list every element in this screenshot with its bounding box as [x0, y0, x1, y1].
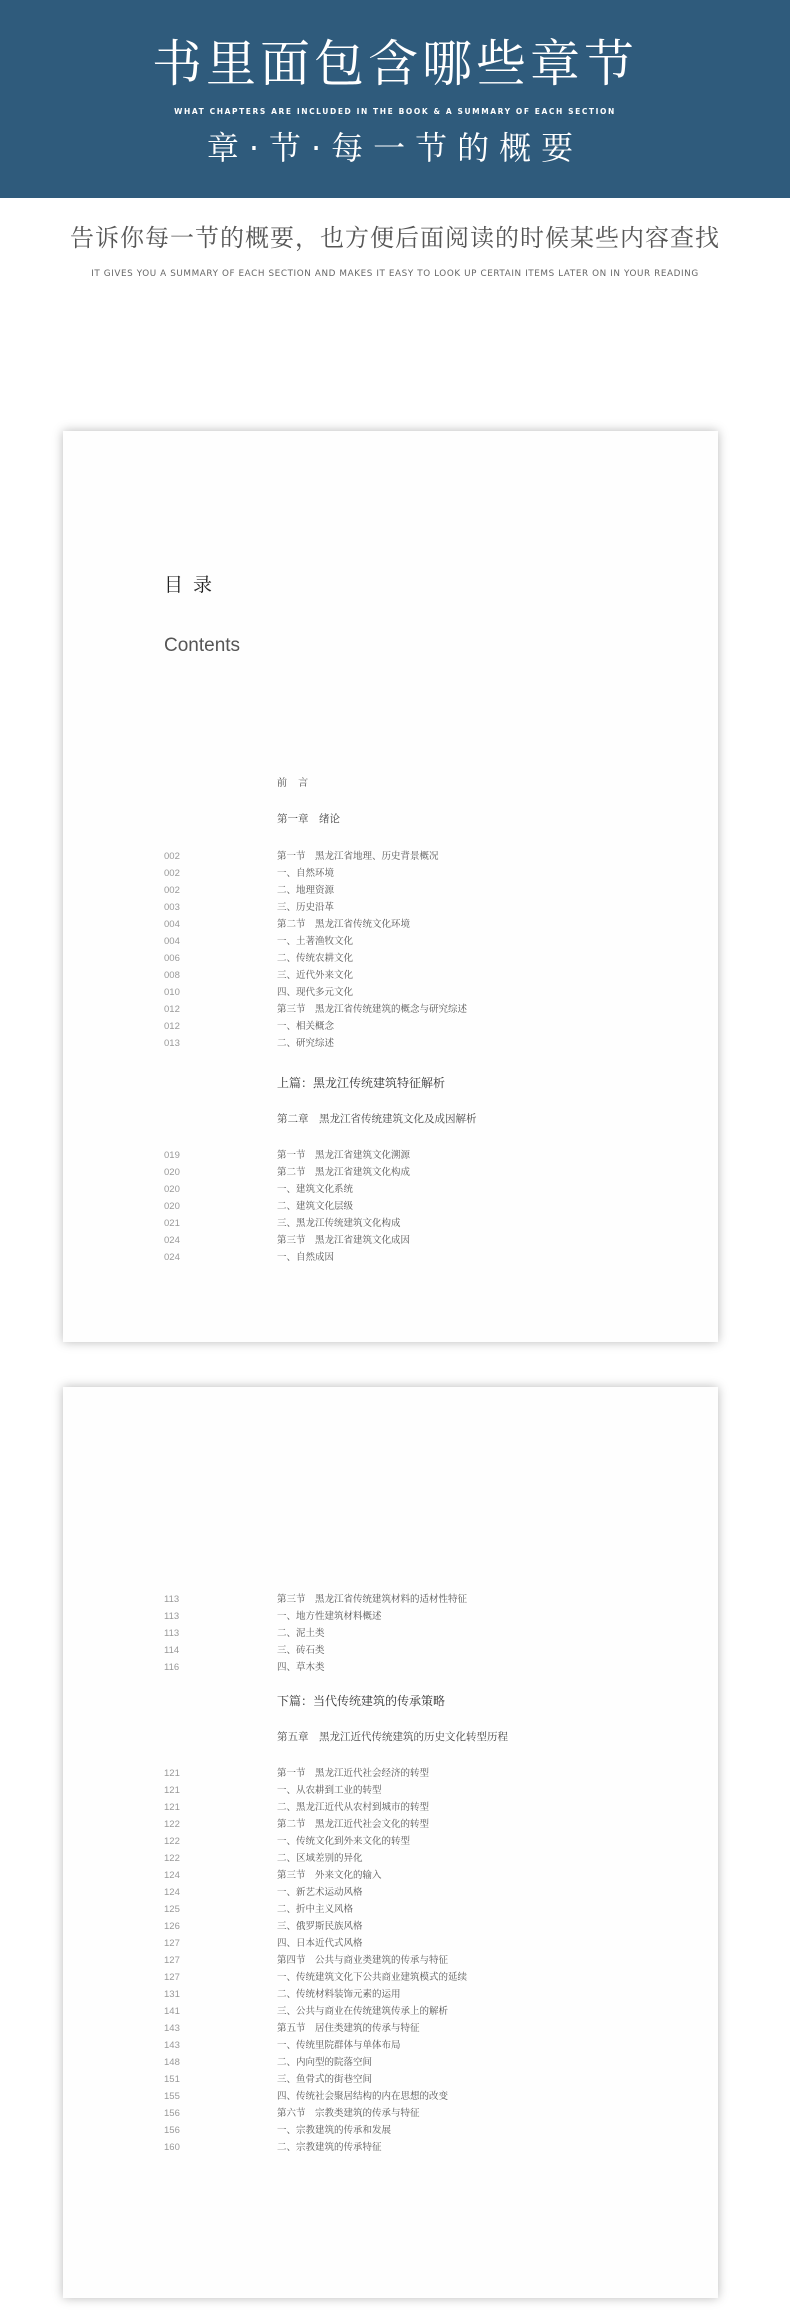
page-number: 124	[164, 1887, 180, 1898]
entry-label: 二、黑龙江近代从农村到城市的转型	[277, 1802, 430, 1813]
toc-entry-section	[63, 1001, 718, 1018]
entry-label: 第一章 绪论	[277, 813, 340, 825]
page-number: 012	[164, 1021, 180, 1032]
entry-label: 前 言	[277, 778, 313, 789]
intro-text-cn: 告诉你每一节的概要，也方便后面阅读的时候某些内容查找	[70, 224, 720, 252]
page-number: 155	[164, 2091, 180, 2102]
page-number: 002	[164, 885, 180, 896]
toc-entry-chapter	[63, 1111, 718, 1128]
toc-entry-item	[63, 882, 718, 899]
page-number: 121	[164, 1785, 180, 1796]
page-number: 013	[164, 1038, 180, 1049]
toc-entry-item	[63, 2003, 718, 2020]
header-banner	[0, 0, 790, 198]
page-number: 148	[164, 2057, 180, 2068]
entry-label: 第五章 黑龙江近代传统建筑的历史文化转型历程	[277, 1731, 508, 1743]
toc-entry-item	[63, 2088, 718, 2105]
entry-label: 二、传统农耕文化	[277, 953, 354, 964]
entry-label: 四、草木类	[277, 1662, 325, 1673]
entry-label: 二、地理资源	[277, 885, 335, 896]
entry-label: 一、传统建筑文化下公共商业建筑模式的延续	[277, 1972, 468, 1983]
toc-entry-preface	[63, 775, 718, 792]
page-number: 020	[164, 1184, 180, 1195]
entry-label: 第二节 黑龙江省传统文化环境	[277, 919, 411, 930]
page-number: 143	[164, 2023, 180, 2034]
toc-entry-item	[63, 2071, 718, 2088]
toc-entry-section	[63, 848, 718, 865]
entry-label: 第一节 黑龙江近代社会经济的转型	[277, 1768, 430, 1779]
toc-entry-item	[63, 933, 718, 950]
entry-label: 三、近代外来文化	[277, 970, 354, 981]
toc-entry-item	[63, 2054, 718, 2071]
toc-entry-item	[63, 1969, 718, 1986]
toc-title-cn: 目 录	[164, 574, 215, 596]
entry-label: 一、从农耕到工业的转型	[277, 1785, 382, 1796]
entry-label: 二、内向型的院落空间	[277, 2057, 373, 2068]
banner-subtitle-cn: 章·节·每一节的概要	[206, 129, 584, 167]
toc-entry-item	[63, 1850, 718, 1867]
entry-label: 二、折中主义风格	[277, 1904, 354, 1915]
page-number: 002	[164, 868, 180, 879]
toc-entry-item	[63, 1659, 718, 1676]
toc-entry-item	[63, 1198, 718, 1215]
entry-label: 第三节 外来文化的输入	[277, 1870, 382, 1881]
entry-label: 上篇：黑龙江传统建筑特征解析	[277, 1076, 446, 1090]
toc-entry-item	[63, 1035, 718, 1052]
toc-entry-section	[63, 2105, 718, 2122]
toc-entry-item	[63, 1181, 718, 1198]
page-number: 008	[164, 970, 180, 981]
entry-label: 四、现代多元文化	[277, 987, 354, 998]
page-number: 124	[164, 1870, 180, 1881]
page-number: 002	[164, 851, 180, 862]
entry-label: 第三节 黑龙江省传统建筑的概念与研究综述	[277, 1004, 468, 1015]
toc-entry-item	[63, 899, 718, 916]
page-number: 122	[164, 1836, 180, 1847]
entry-label: 一、自然环境	[277, 868, 335, 879]
entry-label: 二、区域差别的异化	[277, 1853, 363, 1864]
page-number: 006	[164, 953, 180, 964]
toc-entry-section	[63, 1232, 718, 1249]
toc-entry-section	[63, 1765, 718, 1782]
page-number: 121	[164, 1768, 180, 1779]
entry-label: 第五节 居住类建筑的传承与特征	[277, 2023, 420, 2034]
entry-label: 第六节 宗教类建筑的传承与特征	[277, 2108, 420, 2119]
page-number: 151	[164, 2074, 180, 2085]
entry-label: 三、砖石类	[277, 1645, 325, 1656]
entry-label: 三、鱼骨式的街巷空间	[277, 2074, 373, 2085]
toc-entry-section	[63, 1816, 718, 1833]
toc-entry-part	[63, 1693, 718, 1710]
page-number: 122	[164, 1819, 180, 1830]
page-number: 019	[164, 1150, 180, 1161]
toc-entry-item	[63, 1901, 718, 1918]
entry-label: 四、传统社会聚居结构的内在思想的改变	[277, 2091, 449, 2102]
toc-entry-item	[63, 950, 718, 967]
toc-entry-section	[63, 1147, 718, 1164]
page-number: 020	[164, 1201, 180, 1212]
toc-page-2	[63, 1387, 718, 2298]
page-number: 012	[164, 1004, 180, 1015]
entry-label: 第四节 公共与商业类建筑的传承与特征	[277, 1955, 449, 1966]
entry-label: 一、新艺术运动风格	[277, 1887, 363, 1898]
toc-entry-item	[63, 1608, 718, 1625]
toc-entry-item	[63, 2122, 718, 2139]
page-number: 122	[164, 1853, 180, 1864]
entry-label: 下篇：当代传统建筑的传承策略	[277, 1694, 446, 1708]
page-number: 131	[164, 1989, 180, 2000]
toc-page-1	[63, 431, 718, 1342]
entry-label: 三、公共与商业在传统建筑传承上的解析	[277, 2006, 449, 2017]
toc-entry-item	[63, 1642, 718, 1659]
toc-entry-section	[63, 1867, 718, 1884]
banner-title: 书里面包含哪些章节	[152, 35, 638, 93]
page-number: 114	[164, 1645, 180, 1656]
entry-label: 第三节 黑龙江省传统建筑材料的适材性特征	[277, 1594, 468, 1605]
entry-label: 三、黑龙江传统建筑文化构成	[277, 1218, 401, 1229]
page-number: 127	[164, 1955, 180, 1966]
toc-entry-section	[63, 1591, 718, 1608]
entry-label: 四、日本近代式风格	[277, 1938, 363, 1949]
entry-label: 一、相关概念	[277, 1021, 335, 1032]
toc-entry-chapter	[63, 1729, 718, 1746]
toc-entry-item	[63, 1884, 718, 1901]
entry-label: 第二节 黑龙江近代社会文化的转型	[277, 1819, 430, 1830]
page-number: 143	[164, 2040, 180, 2051]
page-number: 127	[164, 1972, 180, 1983]
toc-entry-item	[63, 1935, 718, 1952]
page-number: 024	[164, 1235, 180, 1246]
entry-label: 一、传统里院群体与单体布局	[277, 2040, 401, 2051]
entry-label: 第一节 黑龙江省建筑文化溯源	[277, 1150, 411, 1161]
toc-entry-item	[63, 1782, 718, 1799]
toc-entry-item	[63, 1986, 718, 2003]
entry-label: 二、传统材料装饰元素的运用	[277, 1989, 401, 2000]
entry-label: 第二章 黑龙江省传统建筑文化及成因解析	[277, 1113, 477, 1125]
toc-entry-section	[63, 916, 718, 933]
entry-label: 二、研究综述	[277, 1038, 335, 1049]
page-number: 156	[164, 2108, 180, 2119]
entry-label: 三、俄罗斯民族风格	[277, 1921, 363, 1932]
toc-entry-item	[63, 1833, 718, 1850]
entry-label: 一、建筑文化系统	[277, 1184, 354, 1195]
banner-subtitle-en: WHAT CHAPTERS ARE INCLUDED IN THE BOOK & A SUMMARY OF EACH SECTION	[174, 107, 616, 116]
toc-entry-item	[63, 1625, 718, 1642]
page-number: 127	[164, 1938, 180, 1949]
toc-entry-item	[63, 865, 718, 882]
toc-entry-item	[63, 984, 718, 1001]
page-number: 116	[164, 1662, 180, 1673]
page-number: 141	[164, 2006, 180, 2017]
entry-label: 第三节 黑龙江省建筑文化成因	[277, 1235, 411, 1246]
page-number: 156	[164, 2125, 180, 2136]
toc-entry-section	[63, 1952, 718, 1969]
entry-label: 二、泥土类	[277, 1628, 325, 1639]
toc-entry-section	[63, 1164, 718, 1181]
toc-entry-item	[63, 1918, 718, 1935]
page-number: 126	[164, 1921, 180, 1932]
page-number: 121	[164, 1802, 180, 1813]
page-number: 113	[164, 1611, 180, 1622]
entry-label: 一、传统文化到外来文化的转型	[277, 1836, 411, 1847]
toc-entry-item	[63, 1018, 718, 1035]
entry-label: 一、自然成因	[277, 1252, 335, 1263]
toc-entry-item	[63, 1799, 718, 1816]
entry-label: 二、建筑文化层级	[277, 1201, 354, 1212]
toc-entry-part	[63, 1075, 718, 1092]
entry-label: 一、宗教建筑的传承和发展	[277, 2125, 392, 2136]
entry-label: 一、地方性建筑材料概述	[277, 1611, 382, 1622]
toc-entry-item	[63, 2139, 718, 2156]
toc-entry-chapter	[63, 811, 718, 828]
toc-entry-item	[63, 2037, 718, 2054]
entry-label: 三、历史沿革	[277, 902, 335, 913]
page-number: 125	[164, 1904, 180, 1915]
toc-entry-section	[63, 2020, 718, 2037]
entry-label: 第二节 黑龙江省建筑文化构成	[277, 1167, 411, 1178]
toc-title-en: Contents	[164, 635, 241, 656]
entry-label: 第一节 黑龙江省地理、历史背景概况	[277, 851, 439, 862]
page-number: 024	[164, 1252, 180, 1263]
intro-text-en: IT GIVES YOU A SUMMARY OF EACH SECTION AND MAKES IT EASY TO LOOK UP CERTAIN ITEMS LATER ON IN YOUR READING	[91, 269, 699, 279]
page-number: 020	[164, 1167, 180, 1178]
page-number: 160	[164, 2142, 180, 2153]
page-number: 004	[164, 919, 180, 930]
page-number: 113	[164, 1594, 180, 1605]
page-number: 021	[164, 1218, 180, 1229]
page-number: 010	[164, 987, 180, 998]
page-number: 004	[164, 936, 180, 947]
page-number: 113	[164, 1628, 180, 1639]
toc-entry-item	[63, 1215, 718, 1232]
page-number: 003	[164, 902, 180, 913]
toc-entry-item	[63, 1249, 718, 1266]
entry-label: 二、宗教建筑的传承特征	[277, 2142, 382, 2153]
entry-label: 一、土著渔牧文化	[277, 936, 354, 947]
toc-entry-item	[63, 967, 718, 984]
